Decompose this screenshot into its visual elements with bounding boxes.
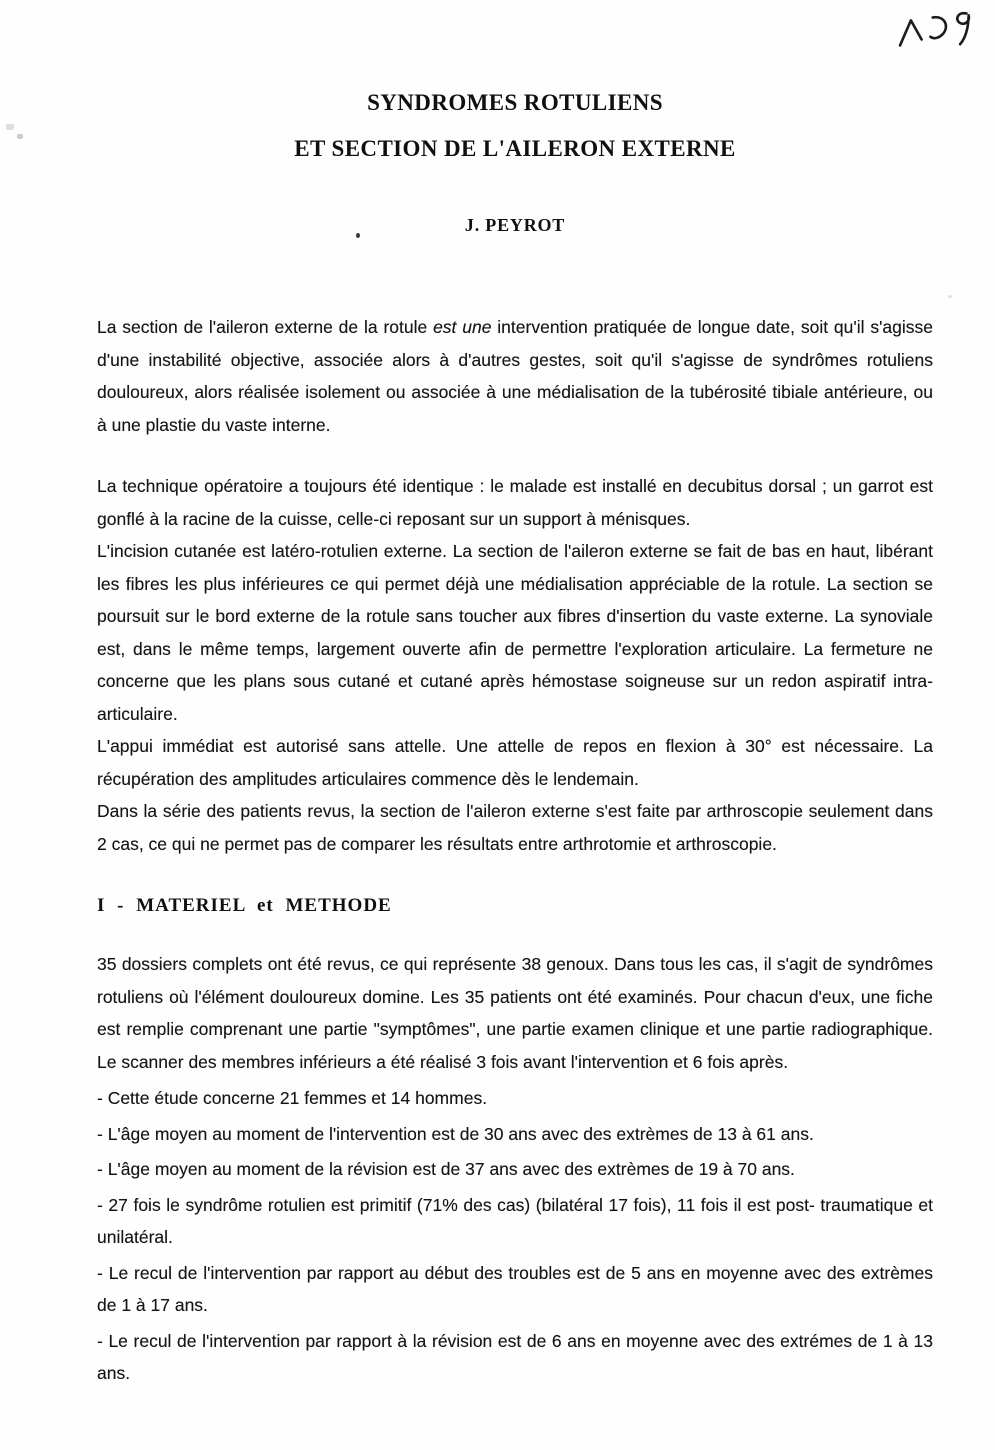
stats-list [97, 1082, 933, 1390]
list-item: - Cette étude concerne 21 femmes et 14 hommes. [97, 1088, 488, 1108]
paper-title-line-2: ET SECTION DE L'AILERON EXTERNE [294, 136, 736, 161]
list-item: - L'âge moyen au moment de l'intervention est de 30 ans avec des extrèmes de 13 à 61 ans. [97, 1123, 814, 1144]
intro-text-italic: est une [433, 317, 492, 337]
author-name: J. PEYROT [464, 215, 566, 235]
list-item: - Le recul de l'intervention par rapport à la révision est de 6 ans en moyenne avec des extrémes de 1 à 13 ans. [97, 1330, 933, 1383]
technique-paragraph-1: La technique opératoire a toujours été identique : le malade est installé en decubitus dorsal ; un garrot est gonflé à la racine de la cuisse, celle-ci reposant sur un support à ménisques. [97, 476, 933, 529]
materiel-paragraph: 35 dossiers complets ont été revus, ce qui représente 38 genoux. Dans tous les cas, il s'agit de syndrômes rotuliens où l'élément douloureux domine. Les 35 patients ont été examinés. Pour chacun d'eux, une fiche est remplie comprenant une partie "symptômes", une partie examen clinique et une partie radiographique. Le scanner des membres inférieurs a été réalisé 3 fois avant l'intervention et 6 fois après. [97, 954, 933, 1072]
list-item: - 27 fois le syndrôme rotulien est primitif (71% des cas) (bilatéral 17 fois), 11 fois il est post- traumatique et unilatéral. [97, 1194, 933, 1247]
intro-paragraph [97, 311, 933, 441]
list-item: - L'âge moyen au moment de la révision est de 37 ans avec des extrèmes de 19 à 70 ans. [97, 1159, 795, 1179]
intro-text-pre: La section de l'aileron externe de la rotule [97, 317, 434, 337]
technique-paragraph-4: Dans la série des patients revus, la section de l'aileron externe s'est faite par arthroscopie seulement dans 2 cas, ce qui ne permet pas de comparer les résultats entre arthrotomie et arthroscopie. [97, 801, 933, 854]
list-item: - Le recul de l'intervention par rapport au début des troubles est de 5 ans en moyenne avec des extrèmes de 1 à 17 ans. [97, 1262, 933, 1315]
paper-title [97, 80, 933, 172]
technique-paragraph-3: L'appui immédiat est autorisé sans attelle. Une attelle de repos en flexion à 30° est nécessaire. La récupération des amplitudes articulaires commence dès le lendemain. [97, 736, 933, 789]
technique-paragraph-2: L'incision cutanée est latéro-rotulien externe. La section de l'aileron externe se fait de bas en haut, libérant les fibres les plus inférieures ce qui permet déjà une médialisation appréciable de la rotule. La section se poursuit sur le bord externe de la rotule sans toucher aux fibres d'insertion du vaste externe. La synoviale est, dans le même temps, largement ouverte afin de permettre l'exploration articulaire. La fermeture ne concerne que les plans sous cutané et cutané après hémostase soigneuse sur un redon aspiratif intra-articulaire. [97, 541, 933, 724]
intro-text-post: intervention pratiquée de longue date, soit qu'il s'agisse d'une instabilité objective, associée alors à d'autres gestes, soit qu'il s'agisse de syndrômes rotuliens douloureux, alors réalisée isolement ou associée à une médialisation de la tubérosité tibiale antérieure, ou à une plastie du vaste interne. [97, 317, 934, 435]
paper-title-line-1: SYNDROMES ROTULIENS [367, 90, 663, 115]
section-heading-materiel-methode: I - MATERIEL et METHODE [97, 895, 392, 916]
technique-section [97, 470, 933, 860]
